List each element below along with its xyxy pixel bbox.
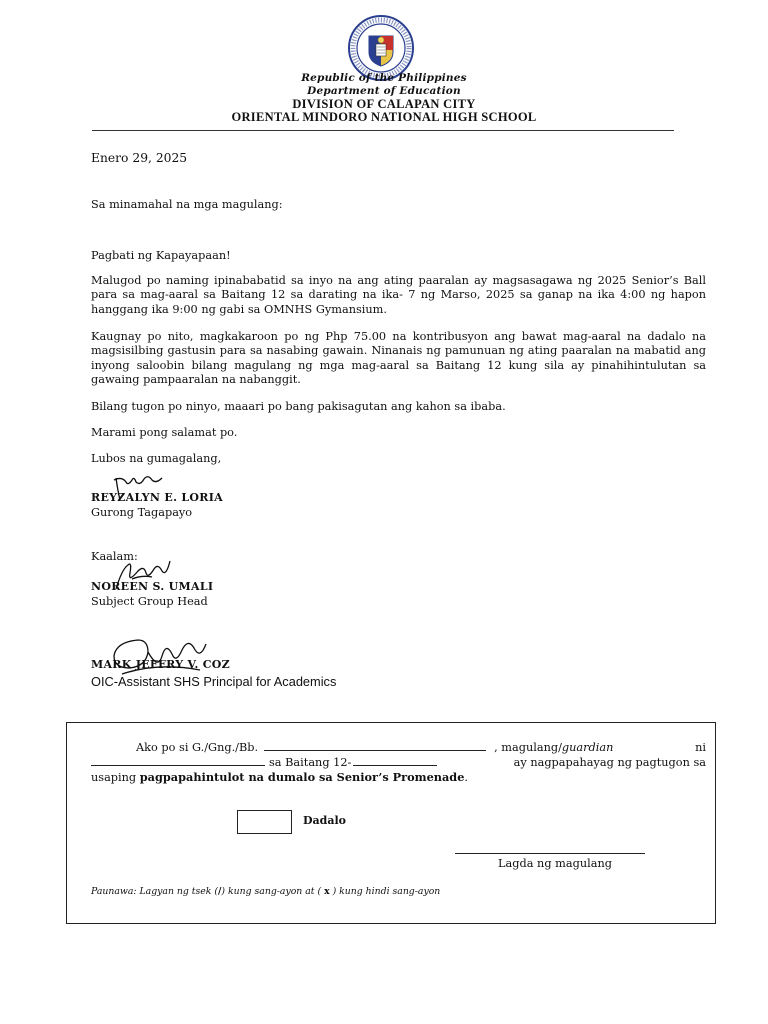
note-x-symbol: x xyxy=(324,886,330,897)
adviser-name: REYZALYN E. LORIA xyxy=(91,491,223,504)
letter-paragraph-2 xyxy=(91,330,706,388)
header-division: DIVISION OF CALAPAN CITY xyxy=(292,97,476,111)
reply-line2-end: ay nagpapahayag ng pagtugon sa xyxy=(513,756,706,769)
paragraph-1-text: Malugod po naming ipinababatid sa inyo na ang ating paaralan ay magsasagawa ng 2025 Senior’s Ball para sa mag-aaral sa Baitang 12 sa darating na ika- 7 ng Marso, 2025 sa ganap na ika 4:00 ng hapon hanggang ika 9:00 ng gabi sa OMNHS Gymansium. xyxy=(91,274,706,316)
attend-checkbox[interactable] xyxy=(237,810,292,834)
letter-date: Enero 29, 2025 xyxy=(91,151,188,165)
note-part-b: ) kung sang-ayon at ( xyxy=(221,886,325,897)
section-field[interactable] xyxy=(353,755,437,766)
header-school: ORIENTAL MINDORO NATIONAL HIGH SCHOOL xyxy=(231,110,537,124)
reply-line1-italic: guardian xyxy=(561,741,614,754)
letter-paragraph-3: Bilang tugon po ninyo, maaari po bang pakisagutan ang kahon sa ibaba. xyxy=(91,400,506,413)
reply-slip-text xyxy=(91,740,706,785)
note-part-a: Paunawa: Lagyan ng tsek ( xyxy=(91,886,219,897)
reply-line1-end: ni xyxy=(695,741,706,754)
principal-signature-icon xyxy=(108,632,212,680)
noted-label: Kaalam: xyxy=(91,550,138,563)
letter-paragraph-1 xyxy=(91,274,706,317)
header-republic: Republic of the Philippines xyxy=(301,72,467,84)
reply-line2-mid: sa Baitang 12- xyxy=(269,756,352,769)
reply-line1-mid: , magulang/ xyxy=(494,741,562,754)
head-name: NOREEN S. UMALI xyxy=(91,580,214,593)
note-part-c: ) kung hindi sang-ayon xyxy=(329,886,441,897)
letter-thanks: Marami pong salamat po. xyxy=(91,426,238,439)
header-divider xyxy=(92,130,674,131)
reply-line3-start: usaping xyxy=(91,771,140,784)
reply-line3-bold: pagpapahintulot na dumalo sa Senior’s Promenade xyxy=(139,770,465,784)
header-department: Department of Education xyxy=(307,85,461,97)
adviser-title: Gurong Tagapayo xyxy=(91,506,193,519)
parent-name-field[interactable] xyxy=(264,740,486,751)
signature-label: Lagda ng magulang xyxy=(498,857,612,870)
signature-line[interactable] xyxy=(455,853,645,854)
letter-salutation: Sa minamahal na mga magulang: xyxy=(91,198,283,211)
paragraph-2-text: Kaugnay po nito, magkakaroon po ng Php 75.00 na kontribusyon ang bawat mag-aaral na dadalo na magsisilbing gastusin para sa nasabing gawain. Ninanais ng pamunuan ng ating paaralan na mabatid ang inyong saloobin bilang magulang ng mga mag-aaral sa Baitang 12 kung sila ay pinahihintulutan sa gawaing pampaaralan na nabanggit. xyxy=(91,330,706,387)
student-name-field[interactable] xyxy=(91,755,265,766)
letter-greeting: Pagbati ng Kapayapaan! xyxy=(91,249,231,262)
head-title: Subject Group Head xyxy=(91,595,208,608)
principal-title: OIC-Assistant SHS Principal for Academics xyxy=(91,674,337,689)
reply-note xyxy=(91,886,440,897)
attend-label: Dadalo xyxy=(303,814,347,827)
principal-name: MARK JEFFRY V. COZ xyxy=(91,658,230,671)
note-check-symbol: / xyxy=(218,886,222,897)
reply-line1-start: Ako po si G./Gng./Bb. xyxy=(136,741,259,754)
reply-line3-end: . xyxy=(464,771,468,784)
letter-closing: Lubos na gumagalang, xyxy=(91,452,222,465)
